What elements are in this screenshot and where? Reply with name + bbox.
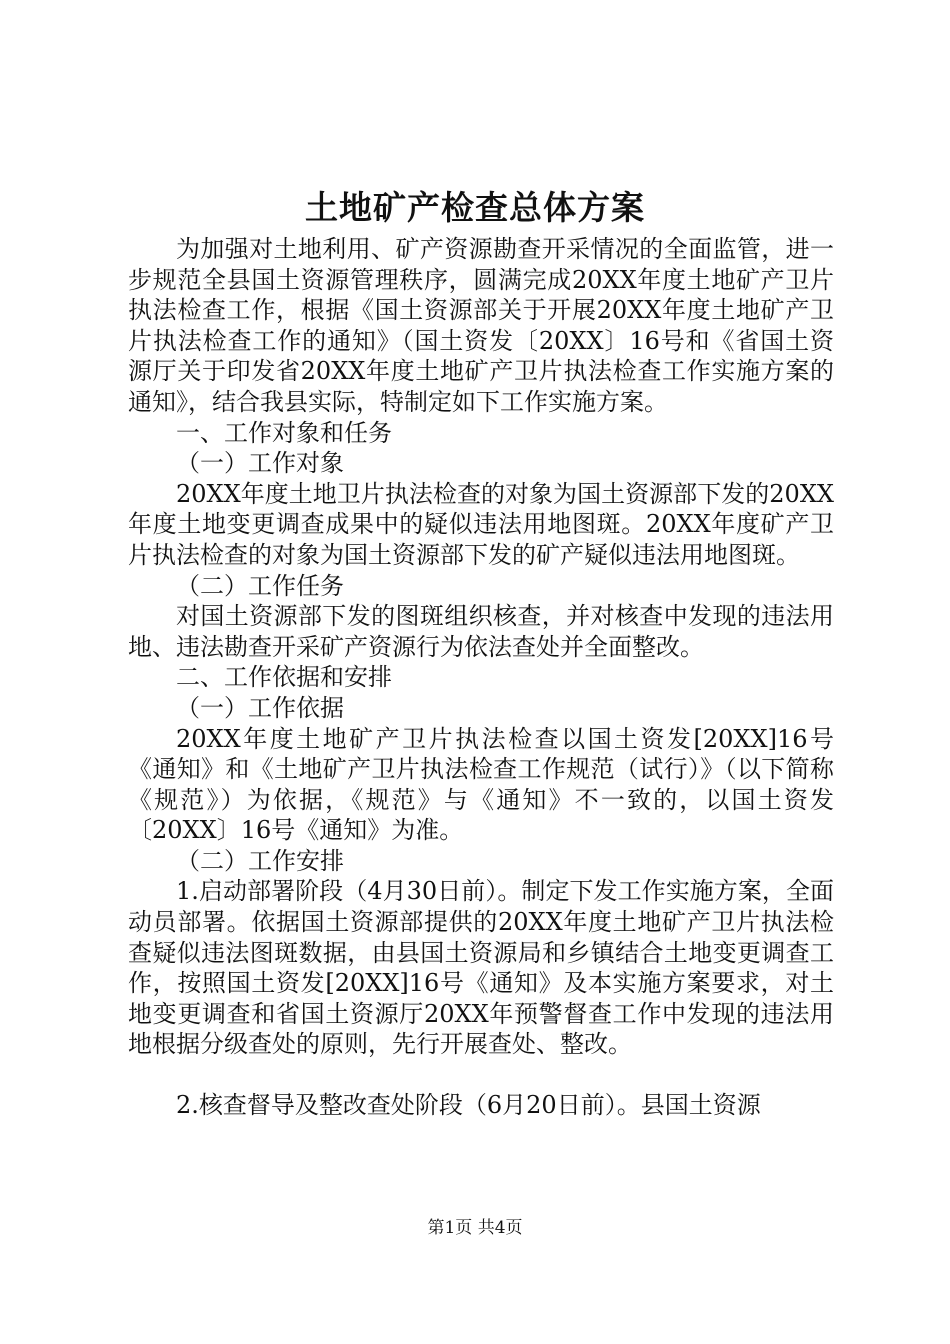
subsection-heading-2-1: （一）工作依据 xyxy=(176,693,344,722)
section-heading-1: 一、工作对象和任务 xyxy=(176,418,392,447)
subsection-heading-1-1: （一）工作对象 xyxy=(176,449,344,478)
paragraph-gap xyxy=(128,1060,834,1090)
paragraph-work-object: 20XX年度土地卫片执法检查的对象为国土资源部下发的20XX年度土地变更调查成果中的疑似违法用地图斑。20XX年度矿产卫片执法检查的对象为国土资源部下发的矿产疑似违法用地图斑。 xyxy=(128,479,834,569)
subsection-heading-1-2: （二）工作任务 xyxy=(176,571,344,600)
intro-paragraph: 为加强对土地利用、矿产资源勘查开采情况的全面监管，进一步规范全县国土资源管理秩序，圆满完成20XX年度土地矿产卫片执法检查工作，根据《国土资源部关于开展20XX年度土地矿产卫片执法检查工作的通知》（国土资发〔20XX〕16号和《省国土资源厅关于印发省20XX年度土地矿产卫片执法检查工作实施方案的通知》，结合我县实际，特制定如下工作实施方案。 xyxy=(128,235,834,416)
subsection-heading-2-2: （二）工作安排 xyxy=(176,846,344,875)
paragraph-work-basis: 20XX年度土地矿产卫片执法检查以国土资发[20XX]16号《通知》和《土地矿产卫片执法检查工作规范（试行）》（以下简称《规范》）为依据，《规范》与《通知》不一致的，以国土资发〔20XX〕16号《通知》为准。 xyxy=(128,724,834,845)
paragraph-stage-2: 2.核查督导及整改查处阶段（6月20日前）。县国土资源 xyxy=(176,1091,761,1120)
document-title: 土地矿产检查总体方案 xyxy=(305,188,645,227)
section-heading-2: 二、工作依据和安排 xyxy=(176,663,392,692)
document-body xyxy=(128,234,834,1121)
page-footer: 第1页 共4页 xyxy=(427,1218,523,1238)
paragraph-stage-1: 1.启动部署阶段（4月30日前）。制定下发工作实施方案，全面动员部署。依据国土资源部提供的20XX年度土地矿产卫片执法检查疑似违法图斑数据，由县国土资源局和乡镇结合土地变更调查工作，按照国土资发[20XX]16号《通知》及本实施方案要求，对土地变更调查和省国土资源厅20XX年预警督查工作中发现的违法用地根据分级查处的原则，先行开展查处、整改。 xyxy=(128,877,834,1059)
paragraph-work-task: 对国土资源部下发的图斑组织核查，并对核查中发现的违法用地、违法勘查开采矿产资源行为依法查处并全面整改。 xyxy=(128,602,834,661)
